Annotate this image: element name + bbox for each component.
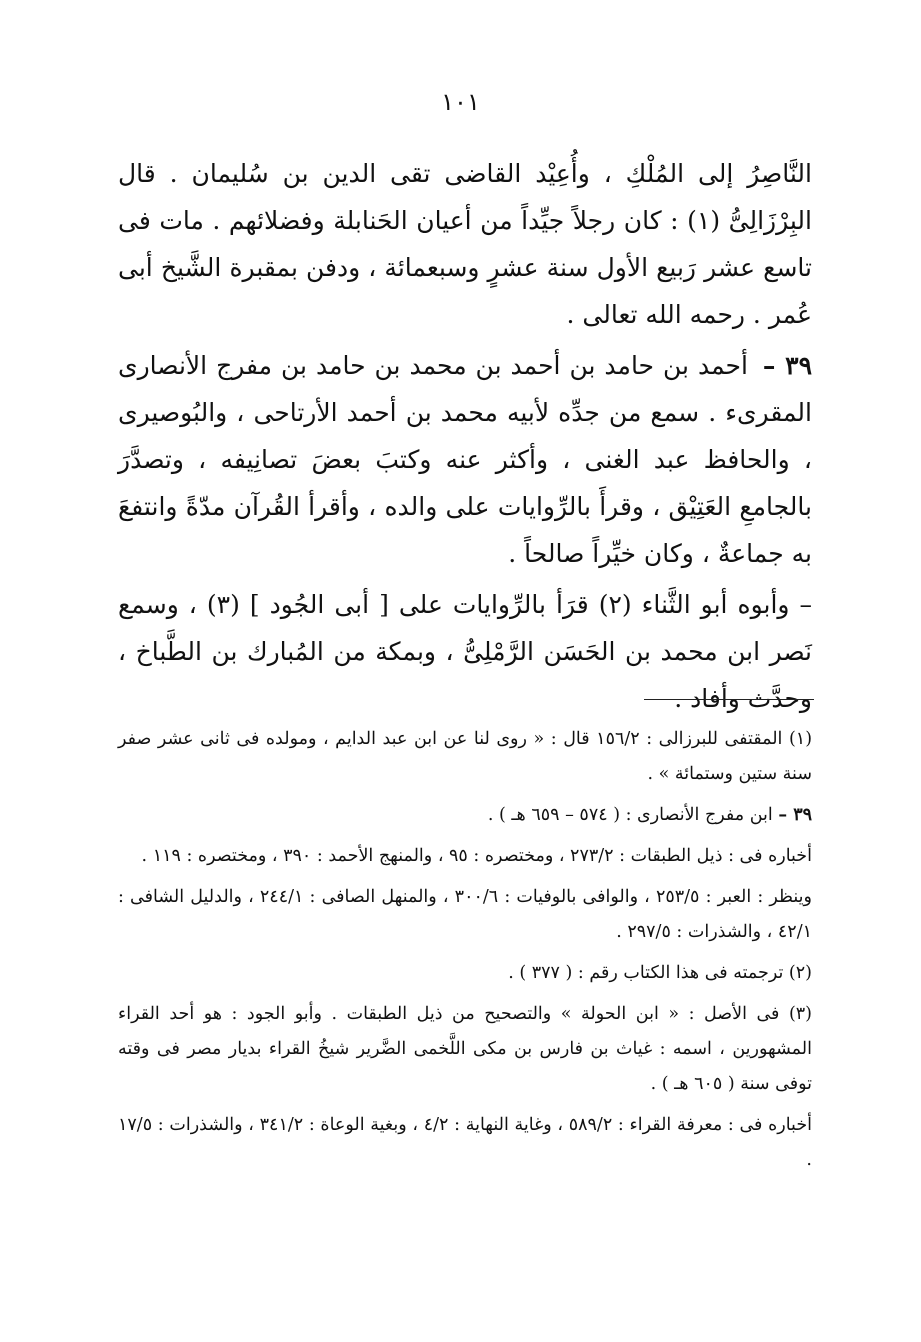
- footnote-1: (١) المقتفى للبرزالى : ١٥٦/٢ قال : « روى لنا عن ابن عبد الدايم ، ومولده فى ثانى عشر صفر سنة ستين وستمائة » .: [118, 729, 813, 784]
- page-number: ١٠١: [441, 88, 480, 116]
- footnote-divider: [644, 699, 814, 700]
- footnote-3: (٣) فى الأصل : « ابن الحولة » والتصحيح من ذيل الطبقات . وأبو الجود : هو أحد القراء المشهورين ، اسمه : غياث بن فارس بن مكى اللَّخمى الضَّرير شيخُ القراء بديار مصر فى وقته توفى سنة ( ٦٠٥ هـ ) .: [118, 1004, 812, 1094]
- footnote-3-sources: أخباره فى : معرفة القراء : ٥٨٩/٢ ، وغاية النهاية : ٤/٢ ، وبغية الوعاة : ٣٤١/٢ ، والشذرات : ١٧/٥ .: [118, 1115, 813, 1170]
- footnote-entry: [118, 798, 812, 833]
- footnote-entry-number: ٣٩ –: [778, 805, 812, 825]
- entry-number: ٣٩ –: [762, 351, 812, 380]
- paragraph-continuation: النَّاصِرُ إلى المُلْكِ ، وأُعِيْد القاضى تقى الدين بن سُليمان . قال البِرْزَالِىُّ (١) : كان رجلاً جيِّداً من أعيان الحَنابلة وفضلائهم . مات فى تاسع عشر رَبيع الأول سنة عشرٍ وسبعمائة ، ودفن بمقبرة الشَّيخ أبى عُمر . رحمه الله تعالى .: [118, 159, 813, 329]
- entry-text: أحمد بن حامد بن أحمد بن محمد بن حامد بن مفرج الأنصارى المقرىء . سمع من جدِّه لأبيه محمد بن أحمد الأرتاحى ، والبُوصيرى ، والحافظ عبد الغنى ، وأكثر عنه وكتبَ بعضَ تصانِيفه ، وتصدَّرَ بالجامعِ العَتِيْق ، وقرأَ بالرِّوايات على والده ، وأقرأ القُرآن مدّةً وانتفعَ به جماعةٌ ، وكان خيِّراً صالحاً .: [118, 351, 813, 568]
- entry-paragraph: [118, 342, 812, 577]
- footnotes: [118, 722, 812, 1184]
- father-paragraph: – وأبوه أبو الثَّناء (٢) قرَأ بالرِّوايات على [ أبى الجُود ] (٣) ، وسمع نَصر ابن محمد بن الحَسَن الرَّمْلِىُّ ، وبمكة من المُبارك بن الطَّباخ ، وحدَّث وأفاد .: [118, 590, 812, 713]
- footnote-2: (٢) ترجمته فى هذا الكتاب رقم : ( ٣٧٧ ) .: [508, 963, 812, 983]
- footnote-sources-2: وينظر : العبر : ٢٥٣/٥ ، والوافى بالوفيات : ٣٠٠/٦ ، والمنهل الصافى : ٢٤٤/١ ، والدليل الشافى : ٤٢/١ ، والشذرات : ٢٩٧/٥ .: [118, 887, 812, 942]
- footnote-entry-title: ابن مفرج الأنصارى : ( ٥٧٤ – ٦٥٩ هـ ) .: [487, 805, 773, 825]
- main-text: [118, 150, 812, 726]
- footnote-sources-1: أخباره فى : ذيل الطبقات : ٢٧٣/٢ ، ومختصره : ٩٥ ، والمنهج الأحمد : ٣٩٠ ، ومختصره : ١١٩ .: [141, 846, 812, 866]
